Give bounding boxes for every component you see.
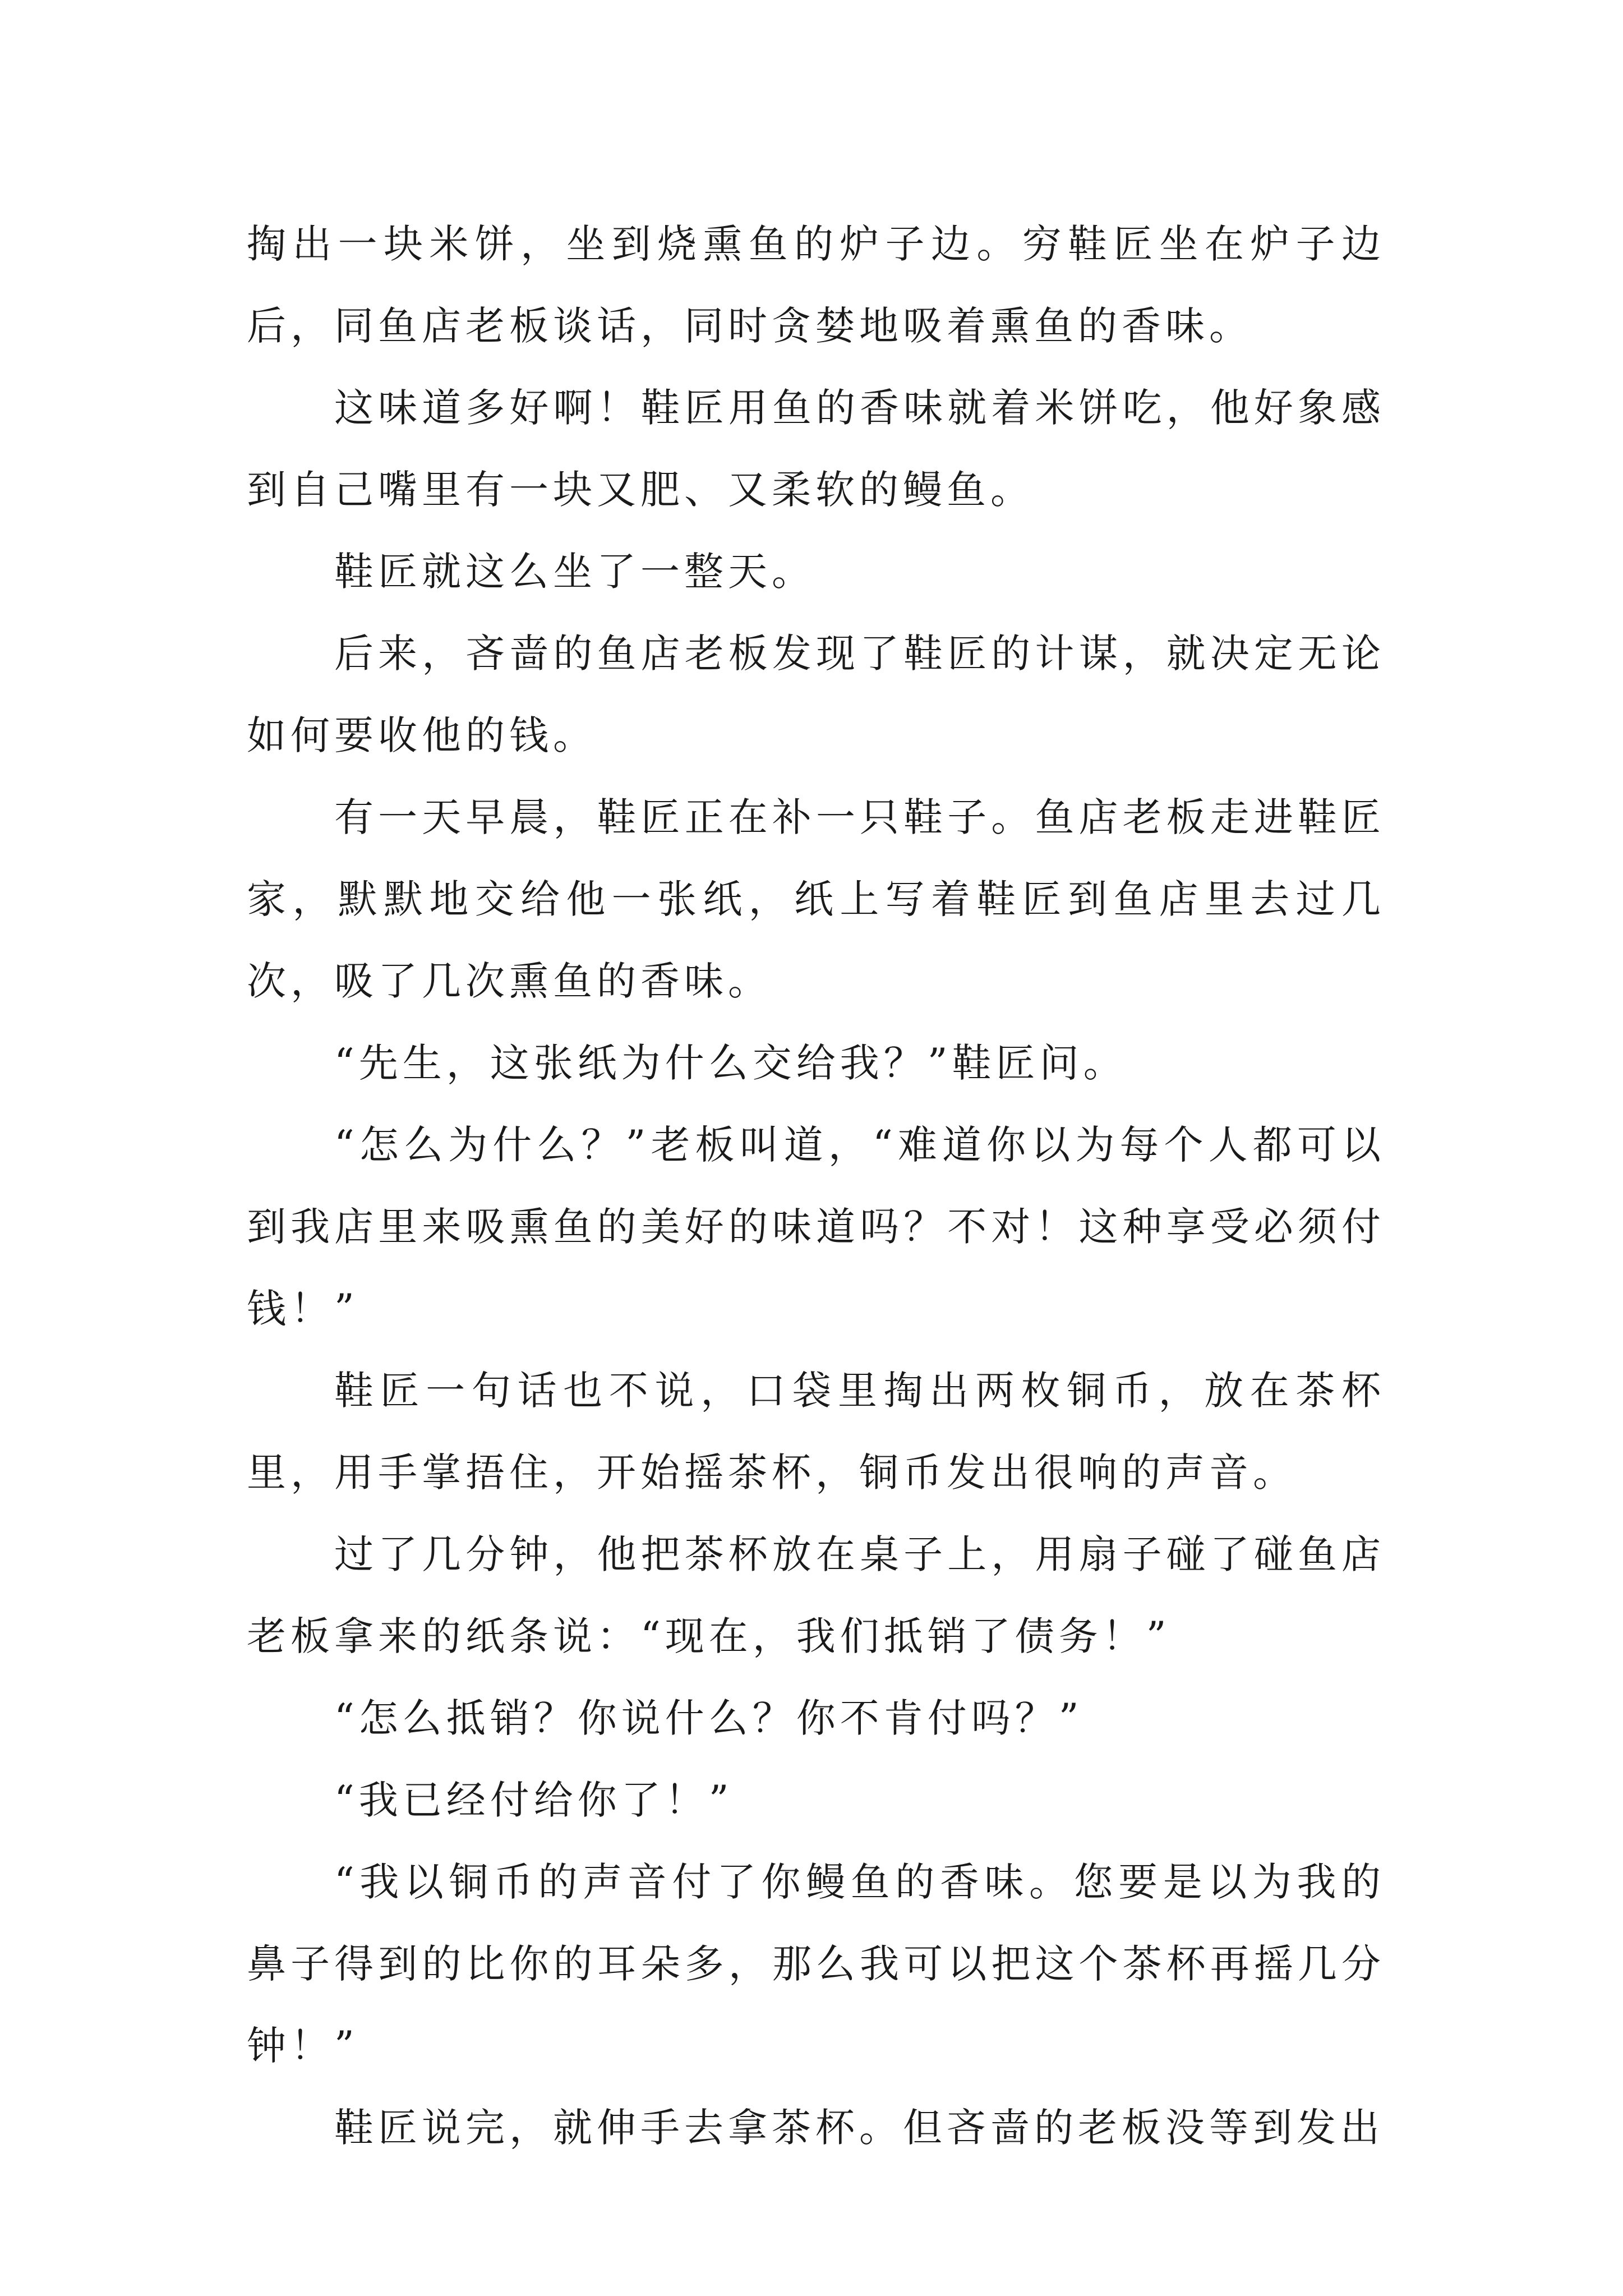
paragraph-12: “我以铜币的声音付了你鳗鱼的香味。您要是以为我的鼻子得到的比你的耳朵多，那么我可以把这个茶杯再摇几分钟！” xyxy=(247,1859,1385,2069)
paragraph-2: 这味道多好啊！鞋匠用鱼的香味就着米饼吃，他好象感到自己嘴里有一块又肥、又柔软的鳗鱼。 xyxy=(247,385,1385,513)
paragraph-13: 鞋匠说完，就伸手去拿茶杯。但吝啬的老板没等到发出 xyxy=(334,2105,1384,2151)
paragraph-6: “先生，这张纸为什么交给我？”鞋匠问。 xyxy=(334,1040,1127,1086)
paragraph-3: 鞋匠就这么坐了一整天。 xyxy=(334,549,815,595)
paragraph-7: “怎么为什么？”老板叫道，“难道你以为每个人都可以到我店里来吸熏鱼的美好的味道吗？不对！这种享受必须付钱！” xyxy=(247,1122,1385,1332)
paragraph-4: 后来，吝啬的鱼店老板发现了鞋匠的计谋，就决定无论如何要收他的钱。 xyxy=(247,631,1385,758)
paragraph-9: 过了几分钟，他把茶杯放在桌子上，用扇子碰了碰鱼店老板拿来的纸条说：“现在，我们抵销了债务！” xyxy=(247,1531,1385,1659)
paragraph-1: 掏出一块米饼，坐到烧熏鱼的炉子边。穷鞋匠坐在炉子边后，同鱼店老板谈话，同时贪婪地吸着熏鱼的香味。 xyxy=(247,221,1385,349)
paragraph-5: 有一天早晨，鞋匠正在补一只鞋子。鱼店老板走进鞋匠家，默默地交给他一张纸，纸上写着鞋匠到鱼店里去过几次，吸了几次熏鱼的香味。 xyxy=(247,794,1385,1004)
paragraph-10: “怎么抵销？你说什么？你不肯付吗？” xyxy=(334,1695,1083,1741)
paragraph-8: 鞋匠一句话也不说，口袋里掏出两枚铜币，放在茶杯里，用手掌捂住，开始摇茶杯，铜币发出很响的声音。 xyxy=(247,1368,1385,1496)
document-body xyxy=(247,203,1385,2169)
paragraph-11: “我已经付给你了！” xyxy=(334,1777,734,1823)
